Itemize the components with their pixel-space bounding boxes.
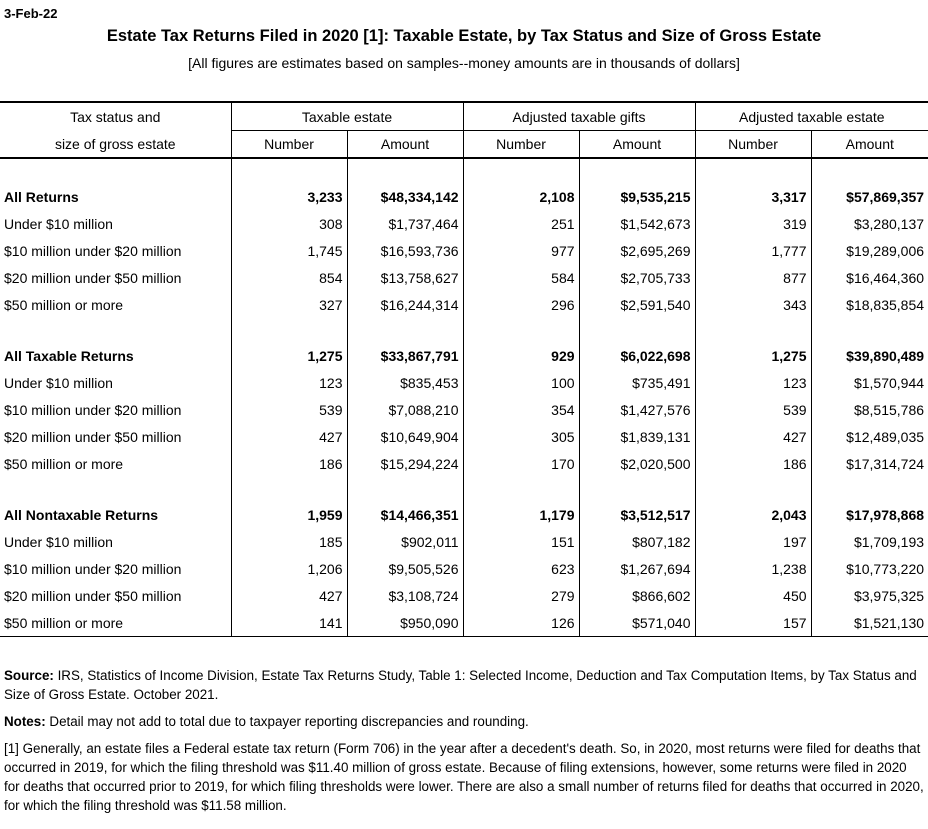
row-label: All Nontaxable Returns [4,507,159,523]
amount-cell: $33,867,791 [347,343,463,369]
number-cell: 1,275 [231,343,347,369]
group-header-taxable-estate: Taxable estate [231,102,463,131]
amount-cell: $3,108,724 [347,582,463,609]
amount-cell: $835,453 [347,369,463,396]
number-cell: 279 [463,582,579,609]
amount-cell: $1,427,576 [579,396,695,423]
spacer-row [0,318,928,343]
spacer-cell [579,477,695,502]
subheader-number: Number [231,131,347,159]
amount-cell: $950,090 [347,609,463,637]
row-label: All Returns [4,189,79,205]
spacer-cell [695,158,811,184]
row-label: $20 million under $50 million [4,587,182,604]
page-title: Estate Tax Returns Filed in 2020 [1]: Taxable Estate, by Tax Status and Size of Gross Estate [106,27,822,45]
notes-section [4,666,924,823]
amount-cell: $1,737,464 [347,210,463,237]
row-label: $50 million or more [0,609,231,637]
spacer-cell [811,158,928,184]
row-label: Under $10 million [4,374,113,391]
number-cell: 1,745 [231,237,347,264]
amount-cell: $17,314,724 [811,450,928,477]
number-cell: 1,238 [695,555,811,582]
number-cell: 623 [463,555,579,582]
row-label: $10 million under $20 million [4,242,182,259]
spacer-cell [231,477,347,502]
subheader-amount: Amount [579,131,695,159]
total-row [0,502,928,528]
subheader-amount: Amount [811,131,928,159]
number-cell: 197 [695,528,811,555]
number-cell: 3,317 [695,184,811,210]
number-cell: 427 [231,423,347,450]
row-label: $50 million or more [4,296,124,313]
spacer-row [0,158,928,184]
number-cell: 185 [231,528,347,555]
amount-cell: $735,491 [579,369,695,396]
number-cell: 1,206 [231,555,347,582]
number-cell: 854 [231,264,347,291]
spacer-cell [0,477,231,502]
amount-cell: $1,267,694 [579,555,695,582]
number-cell: 354 [463,396,579,423]
amount-cell: $571,040 [579,609,695,637]
spacer-cell [463,477,579,502]
number-cell: 427 [231,582,347,609]
amount-cell: $12,489,035 [811,423,928,450]
amount-cell: $1,521,130 [811,609,928,637]
amount-cell: $57,869,357 [811,184,928,210]
amount-cell: $2,705,733 [579,264,695,291]
spacer-cell [463,318,579,343]
spacer-cell [347,158,463,184]
amount-cell: $902,011 [347,528,463,555]
source-label: Source: [4,668,54,683]
spacer-cell [811,318,928,343]
row-label: $50 million or more [4,455,124,472]
amount-cell: $2,695,269 [579,237,695,264]
spacer-cell [695,318,811,343]
source-text: IRS, Statistics of Income Division, Estate Tax Returns Study, Table 1: Selected Income, Deduction and Tax Computation Items, by Tax Status and Size of Gross Estate. October 2021. [4,668,917,702]
number-cell: 977 [463,237,579,264]
subheader-number: Number [695,131,811,159]
number-cell: 929 [463,343,579,369]
number-cell: 126 [463,609,579,637]
amount-cell: $16,593,736 [347,237,463,264]
amount-cell: $48,334,142 [347,184,463,210]
source-note [4,666,924,704]
spacer-cell [695,477,811,502]
table-row [0,210,928,237]
subheader-number: Number [463,131,579,159]
table-row [0,264,928,291]
number-cell: 1,275 [695,343,811,369]
spacer-cell [231,318,347,343]
amount-cell: $1,709,193 [811,528,928,555]
row-label: All Taxable Returns [4,348,134,364]
number-cell: 2,108 [463,184,579,210]
number-cell: 141 [231,609,347,637]
number-cell: 251 [463,210,579,237]
amount-cell: $8,515,786 [811,396,928,423]
table-row [0,291,928,318]
table-row [0,582,928,609]
number-cell: 327 [231,291,347,318]
table-row [0,555,928,582]
number-cell: 450 [695,582,811,609]
number-cell: 170 [463,450,579,477]
number-cell: 123 [695,369,811,396]
number-cell: 539 [231,396,347,423]
amount-cell: $17,978,868 [811,502,928,528]
amount-cell: $16,464,360 [811,264,928,291]
table-row [0,450,928,477]
amount-cell: $9,505,526 [347,555,463,582]
amount-cell: $14,466,351 [347,502,463,528]
amount-cell: $807,182 [579,528,695,555]
number-cell: 1,777 [695,237,811,264]
amount-cell: $13,758,627 [347,264,463,291]
number-cell: 2,043 [695,502,811,528]
table-body [0,102,928,637]
number-cell: 539 [695,396,811,423]
amount-cell: $6,022,698 [579,343,695,369]
group-header-adjusted-taxable-estate: Adjusted taxable estate [695,102,928,131]
amount-cell: $9,535,215 [579,184,695,210]
number-cell: 100 [463,369,579,396]
number-cell: 584 [463,264,579,291]
row-label: Under $10 million [4,215,113,232]
number-cell: 308 [231,210,347,237]
row-label: $10 million under $20 million [4,560,182,577]
spacer-cell [579,318,695,343]
number-cell: 157 [695,609,811,637]
row-label: $20 million under $50 million [4,269,182,286]
spacer-cell [579,158,695,184]
row-label: Under $10 million [4,533,113,550]
number-cell: 123 [231,369,347,396]
notes-text: Detail may not add to total due to taxpayer reporting discrepancies and rounding. [45,714,529,729]
amount-cell: $16,244,314 [347,291,463,318]
amount-cell: $3,512,517 [579,502,695,528]
total-row [0,343,928,369]
amount-cell: $10,649,904 [347,423,463,450]
amount-cell: $18,835,854 [811,291,928,318]
number-cell: 186 [231,450,347,477]
amount-cell: $7,088,210 [347,396,463,423]
row-label: $10 million under $20 million [4,401,182,418]
notes-note [4,712,924,731]
spacer-row [0,477,928,502]
amount-cell: $1,839,131 [579,423,695,450]
notes-label: Notes: [4,714,46,729]
estate-tax-table [0,101,928,637]
number-cell: 1,179 [463,502,579,528]
amount-cell: $1,570,944 [811,369,928,396]
table-row [0,237,928,264]
number-cell: 151 [463,528,579,555]
number-cell: 3,233 [231,184,347,210]
spacer-cell [347,318,463,343]
amount-cell: $3,280,137 [811,210,928,237]
spacer-cell [231,158,347,184]
spacer-cell [463,158,579,184]
number-cell: 305 [463,423,579,450]
amount-cell: $2,591,540 [579,291,695,318]
amount-cell: $866,602 [579,582,695,609]
number-cell: 427 [695,423,811,450]
spacer-cell [0,158,231,184]
table-row [0,609,928,637]
spacer-cell [811,477,928,502]
row-label: $20 million under $50 million [4,428,182,445]
number-cell: 319 [695,210,811,237]
table-row [0,528,928,555]
number-cell: 186 [695,450,811,477]
number-cell: 1,959 [231,502,347,528]
table-row [0,423,928,450]
amount-cell: $2,020,500 [579,450,695,477]
amount-cell: $39,890,489 [811,343,928,369]
subheader-amount: Amount [347,131,463,159]
amount-cell: $15,294,224 [347,450,463,477]
total-row [0,184,928,210]
group-header-adjusted-taxable-gifts: Adjusted taxable gifts [463,102,695,131]
number-cell: 296 [463,291,579,318]
page-subtitle: [All figures are estimates based on samples--money amounts are in thousands of dollars] [188,55,740,71]
table-row [0,396,928,423]
amount-cell: $19,289,006 [811,237,928,264]
table-row [0,369,928,396]
amount-cell: $10,773,220 [811,555,928,582]
amount-cell: $3,975,325 [811,582,928,609]
header-row-groups [0,102,928,131]
number-cell: 877 [695,264,811,291]
stub-header-line1: Tax status and [0,102,231,131]
spacer-cell [0,318,231,343]
stub-header-line2: size of gross estate [0,131,231,159]
report-date: 3-Feb-22 [4,6,58,21]
footnote: [1] Generally, an estate files a Federal estate tax return (Form 706) in the year after a decedent's death. So, in 2020, most returns were filed for deaths that occurred in 2019, for which the filing threshold was $11.40 million of gross estate. Because of filing extensions, however, some returns were filed in 2020 for deaths that occurred prior to 2019, for which filing thresholds were lower. There are also a small number of returns filed for deaths that occurred in 2020, for which the filing threshold was $11.58 million. [4,741,924,813]
number-cell: 343 [695,291,811,318]
spacer-cell [347,477,463,502]
header-row-sub [0,131,928,159]
amount-cell: $1,542,673 [579,210,695,237]
